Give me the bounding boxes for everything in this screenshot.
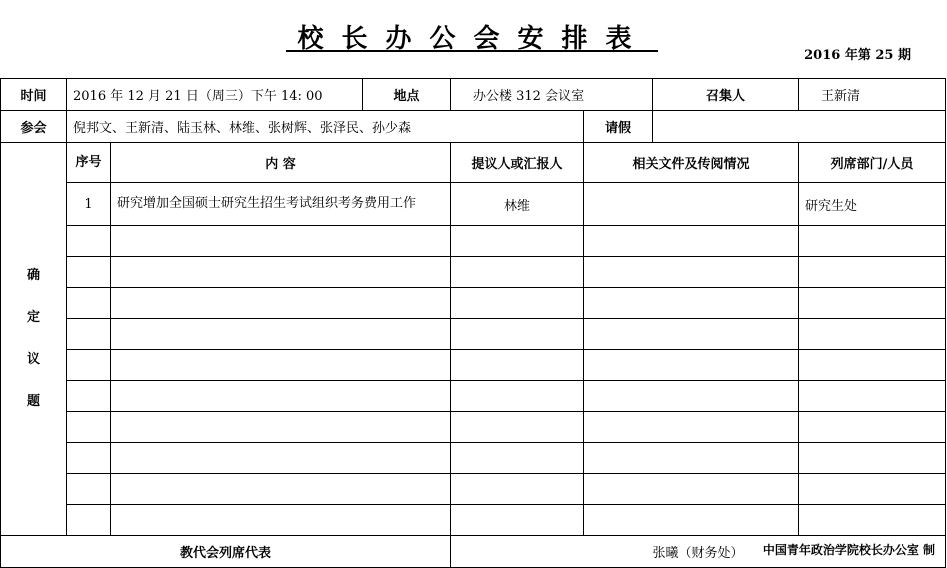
document-title: 校长办公会安排表: [297, 24, 650, 54]
table-row: [1, 505, 946, 536]
place-label: 地点: [363, 79, 451, 111]
table-row: [1, 226, 946, 257]
time-label: 时间: [1, 79, 67, 111]
time-row: [1, 79, 946, 111]
col-proposer: 提议人或汇报人: [451, 143, 584, 183]
leave-label: 请假: [584, 111, 653, 143]
col-content: 内 容: [111, 143, 451, 183]
table-row: [1, 183, 946, 226]
col-attendees: 列席部门/人员: [799, 143, 946, 183]
leave-value: [653, 111, 946, 143]
agenda-header-row: [1, 143, 946, 183]
table-row: [1, 319, 946, 350]
item-docs: [584, 183, 799, 226]
table-row: [1, 350, 946, 381]
col-seq: 序号: [67, 143, 111, 183]
table-row: [1, 288, 946, 319]
item-attendees: 研究生处: [799, 183, 946, 226]
table-row: [1, 474, 946, 505]
staff-rep-value: 张曦（财务处）: [451, 536, 946, 568]
staff-rep-label: 教代会列席代表: [1, 536, 451, 568]
table-row: [1, 381, 946, 412]
agenda-label-char: 定: [26, 310, 40, 325]
convener-value: 王新清: [799, 79, 946, 111]
attendees-row: [1, 111, 946, 143]
attendees-value: 倪邦文、王新清、陆玉林、林维、张树辉、张泽民、孙少森: [67, 111, 584, 143]
item-proposer: 林维: [451, 183, 584, 226]
agenda-label-char: 题: [26, 394, 40, 409]
table-row: [1, 443, 946, 474]
meeting-schedule-table: [0, 78, 946, 568]
agenda-label-char: 议: [26, 352, 40, 367]
issue-number: 2016 年第 25 期: [804, 48, 911, 63]
attendees-label: 参会: [1, 111, 67, 143]
place-value: 办公楼 312 会议室: [451, 79, 653, 111]
item-seq: 1: [67, 183, 111, 226]
title-underline: [286, 50, 658, 52]
col-docs: 相关文件及传阅情况: [584, 143, 799, 183]
table-row: [1, 412, 946, 443]
convener-label: 召集人: [653, 79, 799, 111]
agenda-label-char: 确: [26, 268, 40, 283]
item-content: 研究增加全国硕士研究生招生考试组织考务费用工作: [111, 183, 451, 226]
agenda-section-label: [1, 143, 67, 536]
footer-maker: 中国青年政治学院校长办公室 制: [762, 543, 935, 557]
table-row: [1, 257, 946, 288]
time-value: 2016 年 12 月 21 日（周三）下午 14: 00: [67, 79, 363, 111]
